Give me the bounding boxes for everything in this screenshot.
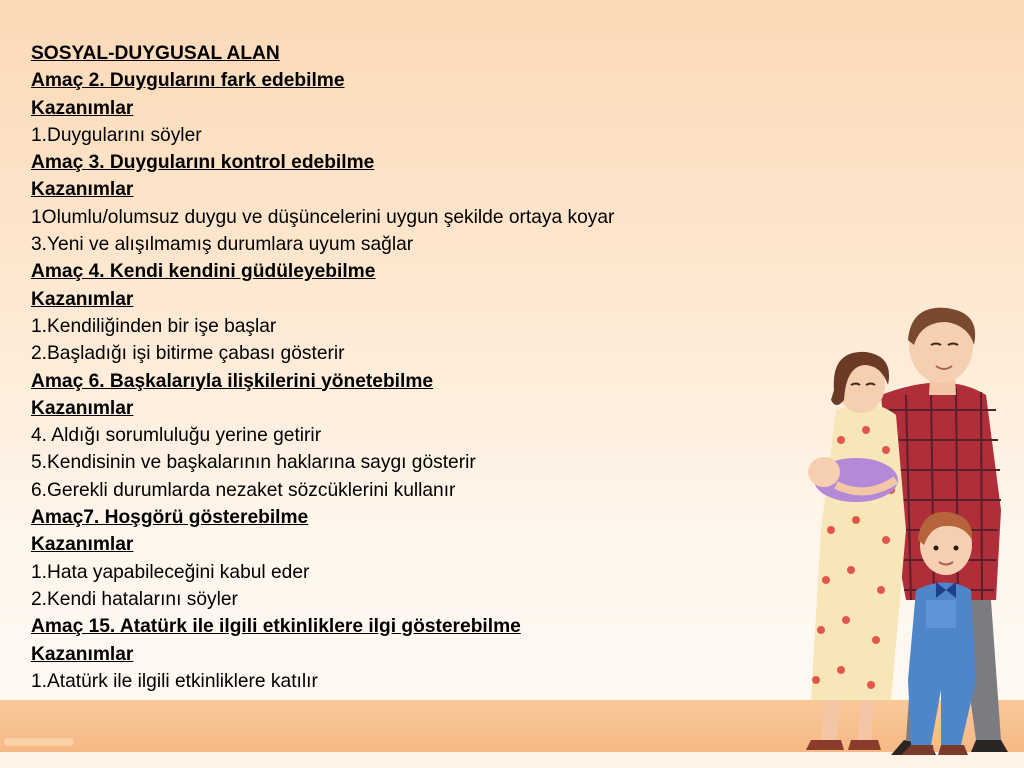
line-21: Amaç 15. Atatürk ile ilgili etkinliklere ilgi gösterebilme [31, 616, 521, 638]
line-3: 1.Duygularını söyler [31, 124, 202, 146]
line-15: 5.Kendisinin ve başkalarının haklarına saygı gösterir [31, 452, 476, 474]
line-17: Amaç7. Hoşgörü gösterebilme [31, 507, 309, 529]
line-7: 3.Yeni ve alışılmamış durumlara uyum sağlar [31, 234, 414, 256]
line-8: Amaç 4. Kendi kendini güdüleyebilme [31, 261, 376, 283]
line-10: 1.Kendiliğinden bir işe başlar [31, 315, 277, 337]
line-11: 2.Başladığı işi bitirme çabası gösterir [31, 343, 345, 365]
line-4: Amaç 3. Duygularını kontrol edebilme [31, 152, 375, 174]
line-2: Kazanımlar [31, 97, 134, 119]
line-18: Kazanımlar [31, 534, 134, 556]
line-12: Amaç 6. Başkalarıyla ilişkilerini yönetebilme [31, 370, 434, 392]
line-23: 1.Atatürk ile ilgili etkinliklere katılır [31, 670, 318, 692]
line-5: Kazanımlar [31, 179, 134, 201]
line-16: 6.Gerekli durumlarda nezaket sözcüklerini kullanır [31, 479, 456, 501]
mother-figure [806, 352, 906, 750]
floor-highlight [4, 738, 74, 746]
line-14: 4. Aldığı sorumluluğu yerine getirir [31, 425, 322, 447]
line-9: Kazanımlar [31, 288, 134, 310]
line-22: Kazanımlar [31, 643, 134, 665]
line-20: 2.Kendi hatalarını söyler [31, 588, 238, 610]
line-6: 1Olumlu/olumsuz duygu ve düşüncelerini uygun şekilde ortaya koyar [31, 206, 615, 228]
line-19: 1.Hata yapabileceğini kabul eder [31, 561, 310, 583]
line-0: SOSYAL-DUYGUSAL ALAN [31, 43, 280, 64]
family-illustration [796, 300, 1024, 760]
slide-text [31, 40, 791, 695]
line-1: Amaç 2. Duygularını fark edebilme [31, 70, 345, 92]
line-13: Kazanımlar [31, 397, 134, 419]
